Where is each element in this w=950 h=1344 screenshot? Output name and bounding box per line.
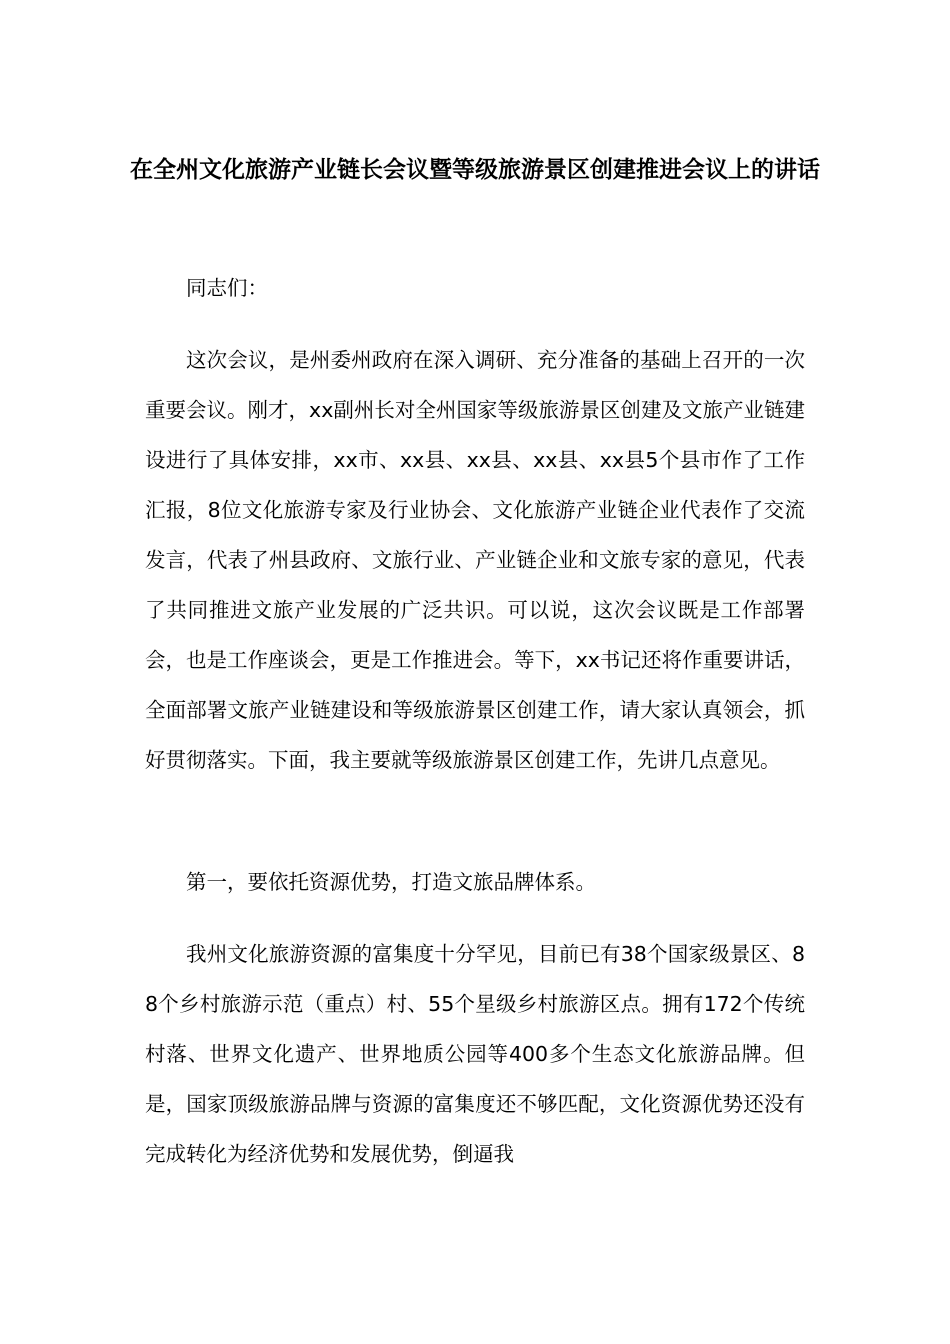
paragraph-section-heading: 第一，要依托资源优势，打造文旅品牌体系。	[186, 870, 596, 894]
document-title: 在全州文化旅游产业链长会议暨等级旅游景区创建推进会议上的讲话	[130, 157, 820, 183]
paragraph-resources: 我州文化旅游资源的富集度十分罕见，目前已有38个国家级景区、88个乡村旅游示范（重点）村、55个星级乡村旅游区点。拥有172个传统村落、世界文化遗产、世界地质公园等400多个生态文化旅游品牌。但是，国家顶级旅游品牌与资源的富集度还不够匹配，文化资源优势还没有完成转化为经济优势和发展优势，倒逼我	[145, 942, 805, 1166]
greeting: 同志们：	[186, 276, 268, 300]
paragraph-intro: 这次会议，是州委州政府在深入调研、充分准备的基础上召开的一次重要会议。刚才，xx副州长对全州国家等级旅游景区创建及文旅产业链建设进行了具体安排，xx市、xx县、xx县、xx县、xx县5个县市作了工作汇报，8位文化旅游专家及行业协会、文化旅游产业链企业代表作了交流发言，代表了州县政府、文旅行业、产业链企业和文旅专家的意见，代表了共同推进文旅产业发展的广泛共识。可以说，这次会议既是工作部署会，也是工作座谈会，更是工作推进会。等下，xx书记还将作重要讲话，全面部署文旅产业链建设和等级旅游景区创建工作，请大家认真领会，抓好贯彻落实。下面，我主要就等级旅游景区创建工作，先讲几点意见。	[145, 348, 805, 772]
